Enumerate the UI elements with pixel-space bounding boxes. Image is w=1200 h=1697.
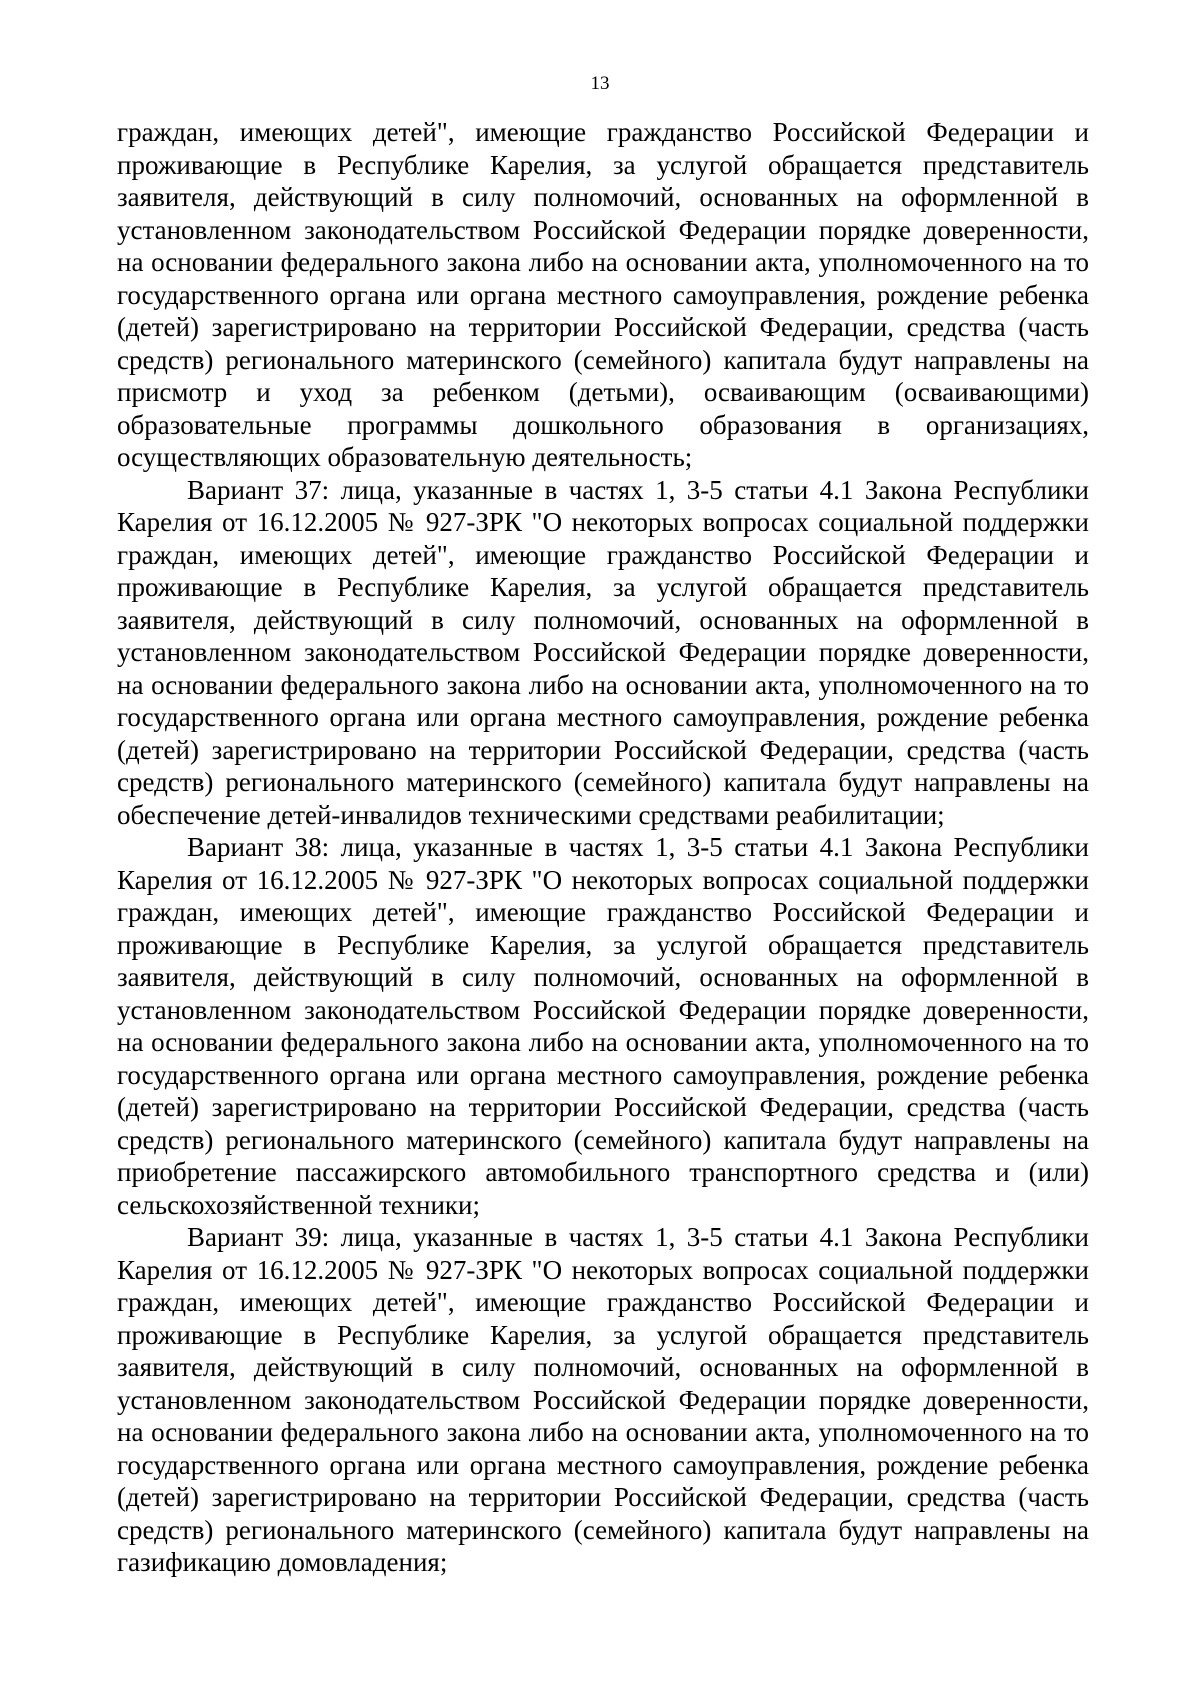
paragraph-variant-39: Вариант 39: лица, указанные в частях 1, 3-5 статьи 4.1 Закона Республики Карелия от 16.12.2005 № 927-ЗРК "О некоторых вопросах социальной поддержки граждан, имеющих детей", имеющие гражданство Российской Федерации и проживающие в Республике Карелия, за услугой обращается представитель заявителя, действующий в силу полномочий, основанных на оформленной в установленном законодательством Российской Федерации порядке доверенности, на основании федерального закона либо на основании акта, уполномоченного на то государственного органа или органа местного самоуправления, рождение ребенка (детей) зарегистрировано на территории Российской Федерации, средства (часть средств) регионального материнского (семейного) капитала будут направлены на газификацию домовладения; xyxy=(117,1222,1089,1577)
paragraph-continuation: граждан, имеющих детей", имеющие гражданство Российской Федерации и проживающие в Республике Карелия, за услугой обращается представитель заявителя, действующий в силу полномочий, основанных на оформленной в установленном законодательством Российской Федерации порядке доверенности, на основании федерального закона либо на основании акта, уполномоченного на то государственного органа или органа местного самоуправления, рождение ребенка (детей) зарегистрировано на территории Российской Федерации, средства (часть средств) регионального материнского (семейного) капитала будут направлены на присмотр и уход за ребенком (детьми), осваивающим (осваивающими) образовательные программы дошкольного образования в организациях, осуществляющих образовательную деятельность; xyxy=(117,117,1089,472)
paragraph-variant-37: Вариант 37: лица, указанные в частях 1, 3-5 статьи 4.1 Закона Республики Карелия от 16.12.2005 № 927-ЗРК "О некоторых вопросах социальной поддержки граждан, имеющих детей", имеющие гражданство Российской Федерации и проживающие в Республике Карелия, за услугой обращается представитель заявителя, действующий в силу полномочий, основанных на оформленной в установленном законодательством Российской Федерации порядке доверенности, на основании федерального закона либо на основании акта, уполномоченного на то государственного органа или органа местного самоуправления, рождение ребенка (детей) зарегистрировано на территории Российской Федерации, средства (часть средств) регионального материнского (семейного) капитала будут направлены на обеспечение детей-инвалидов техническими средствами реабилитации; xyxy=(117,474,1089,830)
paragraph-variant-38: Вариант 38: лица, указанные в частях 1, 3-5 статьи 4.1 Закона Республики Карелия от 16.12.2005 № 927-ЗРК "О некоторых вопросах социальной поддержки граждан, имеющих детей", имеющие гражданство Российской Федерации и проживающие в Республике Карелия, за услугой обращается представитель заявителя, действующий в силу полномочий, основанных на оформленной в установленном законодательством Российской Федерации порядке доверенности, на основании федерального закона либо на основании акта, уполномоченного на то государственного органа или органа местного самоуправления, рождение ребенка (детей) зарегистрировано на территории Российской Федерации, средства (часть средств) регионального материнского (семейного) капитала будут направлены на приобретение пассажирского автомобильного транспортного средства и (или) сельскохозяйственной техники; xyxy=(117,832,1089,1220)
document-body xyxy=(117,116,1089,1579)
page-number: 13 xyxy=(590,73,610,94)
